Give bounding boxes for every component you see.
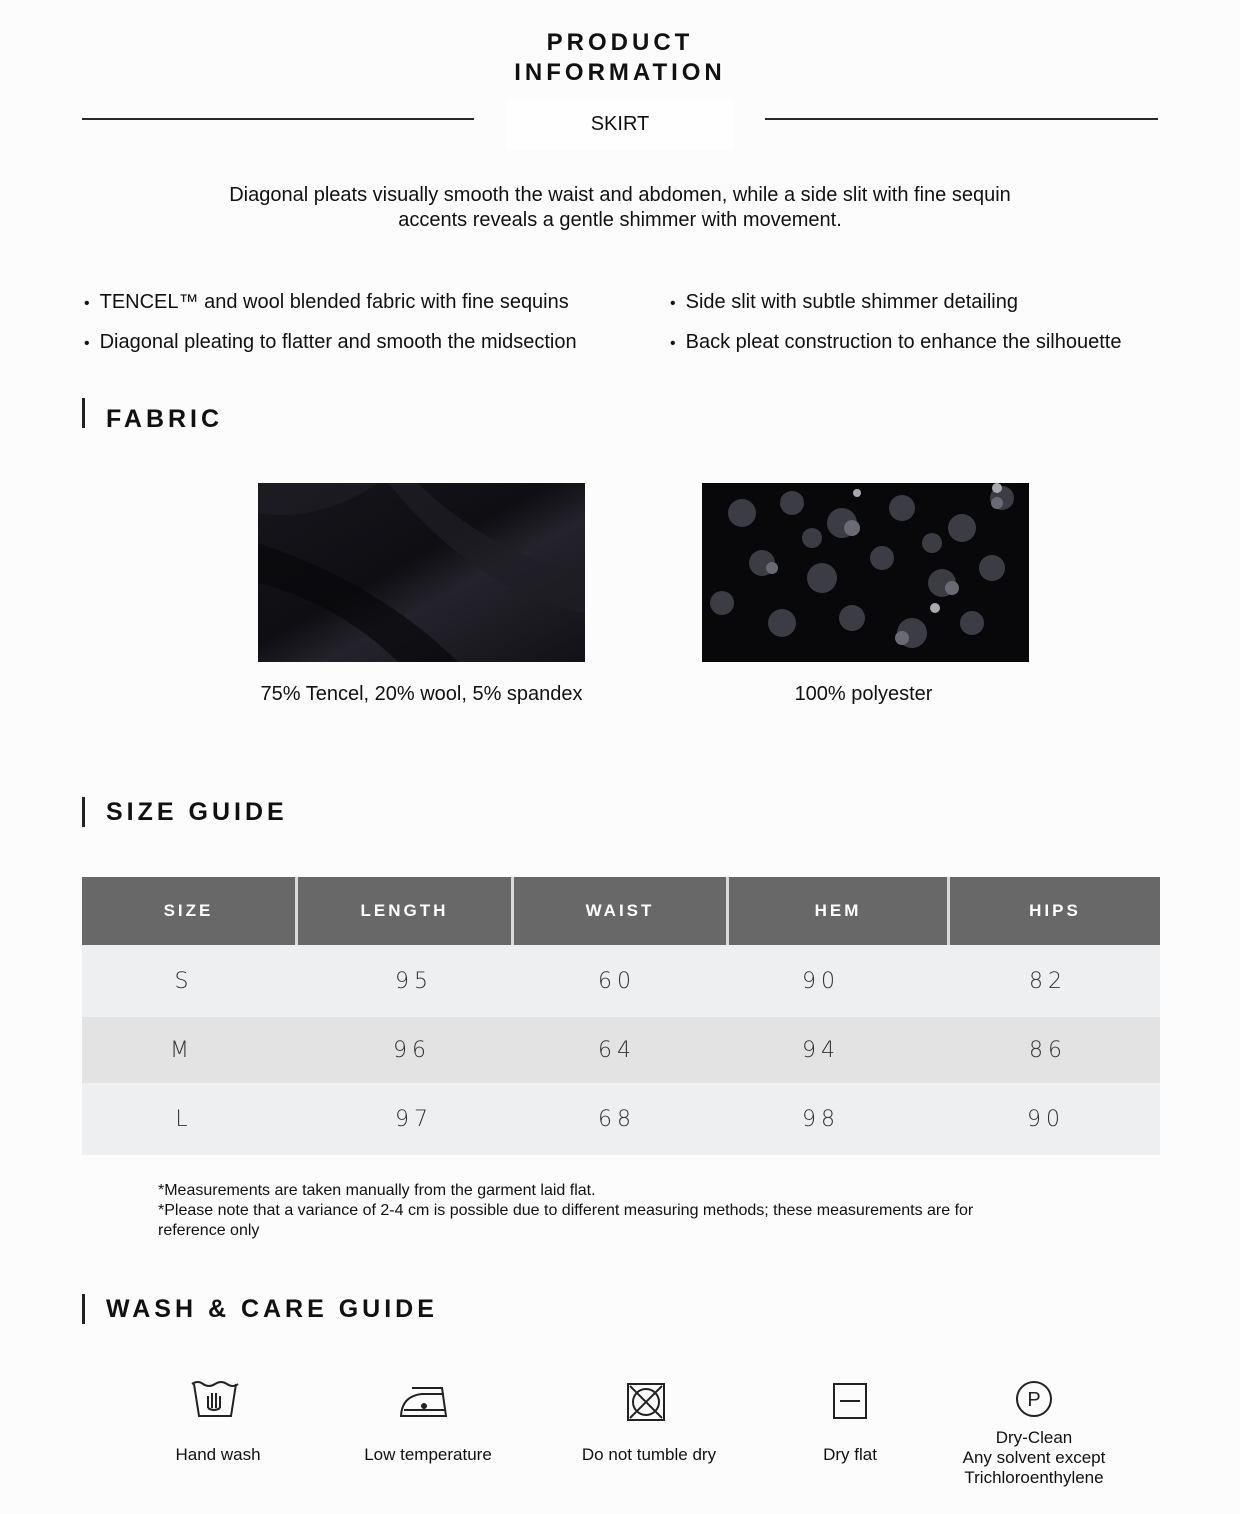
table-cell: 64 [598,1037,636,1063]
table-cell: M [170,1037,194,1063]
dry-clean-p-icon [1015,1380,1053,1423]
iron-low-icon [398,1382,450,1427]
table-cell: 82 [1029,968,1067,994]
page-title [0,28,1240,88]
care-label-line: Trichloroenthylene [964,1468,1104,1487]
table-cell: 98 [802,1106,840,1132]
table-header [82,877,1160,945]
note-line-1: *Measurements are taken manually from the garment laid flat. [158,1182,596,1199]
table-row [82,1083,1160,1155]
table-cell: 90 [802,968,840,994]
care-label: Low temperature [364,1445,492,1464]
divider-right [765,118,1158,120]
care-label [944,1428,1124,1488]
feature-item: • TENCEL™ and wool blended fabric with fine sequins [84,291,569,313]
product-type: SKIRT [506,100,734,150]
description-line-1: Diagonal pleats visually smooth the waist and abdomen, while a side slit with fine sequin [229,184,1011,206]
column-header-size: SIZE [82,877,298,945]
care-label-line: Any solvent except [962,1448,1106,1467]
section-heading-size-guide: SIZE GUIDE [106,798,288,826]
care-label: Do not tumble dry [581,1445,717,1464]
title-line-1: PRODUCT [546,29,694,56]
feature-item: • Back pleat construction to enhance the silhouette [670,331,1122,353]
table-cell: S [174,968,194,994]
no-tumble-dry-icon [626,1382,666,1427]
care-label: Dry flat [823,1445,877,1464]
section-heading-wash-care: WASH & CARE GUIDE [106,1295,438,1323]
svg-text:P: P [1027,1389,1041,1411]
feature-item: • Side slit with subtle shimmer detailing [670,291,1018,313]
fabric-caption: 75% Tencel, 20% wool, 5% spandex [260,683,583,705]
column-header-hips: HIPS [950,877,1160,945]
table-cell: 68 [598,1106,636,1132]
feature-text: Back pleat construction to enhance the silhouette [685,331,1122,353]
dry-flat-icon [832,1382,868,1425]
table-row [82,1017,1160,1083]
hand-wash-icon [190,1378,240,1425]
table-cell: 96 [393,1037,431,1063]
table-cell: 86 [1029,1037,1067,1063]
table-cell: 60 [598,968,636,994]
fabric-swatch-sequin [702,483,1029,662]
size-table [82,877,1160,1155]
feature-text: Side slit with subtle shimmer detailing [685,291,1018,313]
care-label: Hand wash [175,1445,261,1464]
section-marker [82,797,85,827]
feature-text: Diagonal pleating to flatter and smooth the midsection [99,331,577,353]
table-cell: 90 [1027,1106,1065,1132]
feature-item: • Diagonal pleating to flatter and smooth the midsection [84,331,577,353]
product-description [210,183,1030,233]
care-label-line: Dry-Clean [995,1428,1073,1447]
table-cell: 97 [395,1106,433,1132]
note-line-2: *Please note that a variance of 2-4 cm is possible due to different measuring methods; these measurements are for reference only [158,1202,974,1239]
column-header-length: LENGTH [298,877,514,945]
fabric-swatch-tencel [258,483,585,662]
fabric-caption: 100% polyester [794,683,933,705]
table-cell: L [175,1106,193,1132]
divider-left [82,118,474,120]
column-header-hem: HEM [729,877,950,945]
feature-text: TENCEL™ and wool blended fabric with fine sequins [99,291,569,313]
section-marker [82,398,85,428]
table-cell: 95 [395,968,433,994]
table-row [82,945,1160,1017]
measurement-note [158,1181,1028,1241]
section-marker [82,1294,85,1324]
description-line-2: accents reveals a gentle shimmer with movement. [398,209,842,231]
column-header-waist: WAIST [514,877,729,945]
title-line-2: INFORMATION [514,59,726,86]
section-heading-fabric: FABRIC [106,405,224,433]
table-cell: 94 [802,1037,840,1063]
